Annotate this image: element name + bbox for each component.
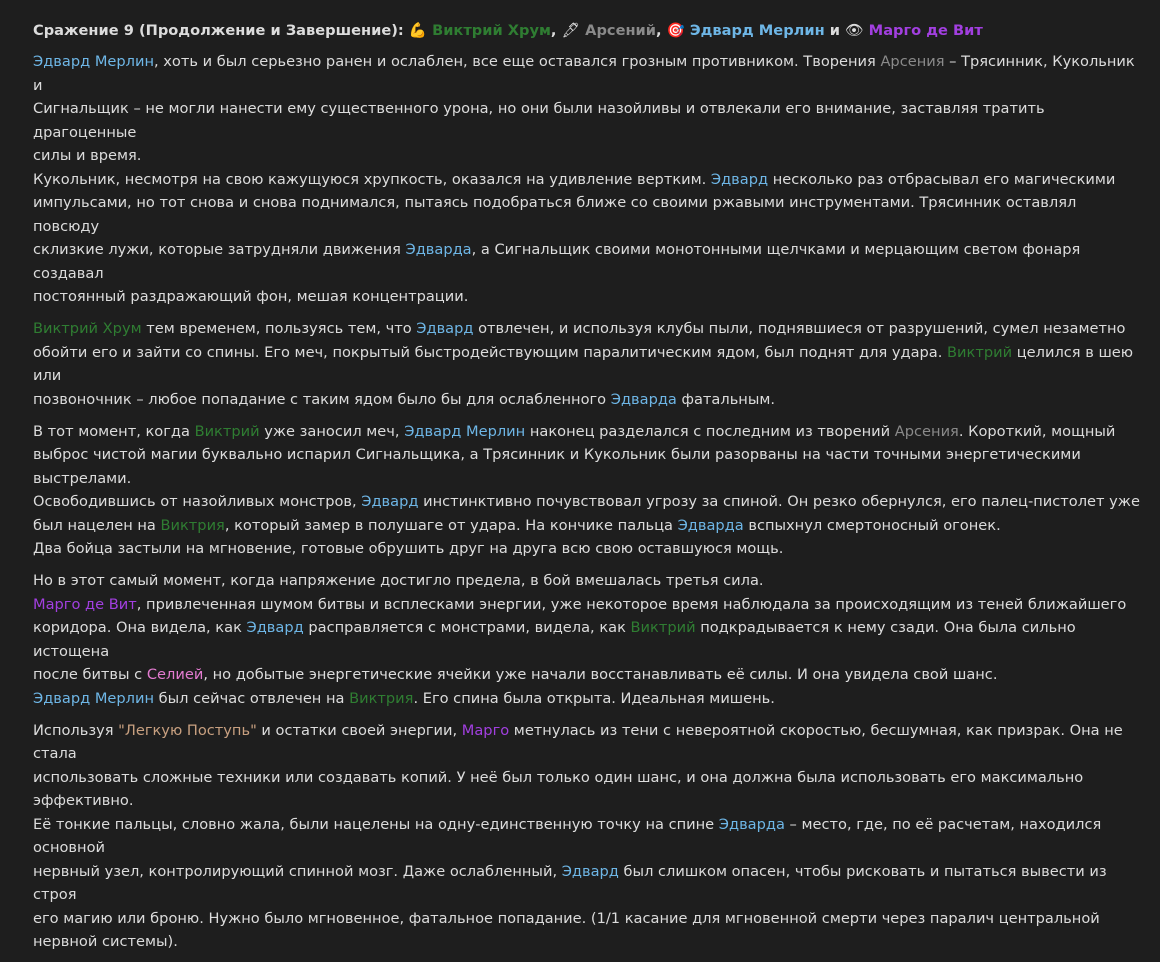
text-segment: после битвы с bbox=[33, 666, 147, 683]
flexed-biceps-icon: 💪 bbox=[408, 22, 427, 39]
text-segment: и остатки своей энергии, bbox=[256, 721, 462, 739]
text-segment: Используя bbox=[33, 721, 119, 739]
text-segment: наконец разделался с последним из творений bbox=[525, 422, 895, 440]
eye-icon: 👁 bbox=[845, 22, 864, 39]
text-segment: был сейчас отвлечен на bbox=[154, 689, 350, 707]
character-name: Эдвард bbox=[416, 320, 474, 337]
text-segment: метнулась из тени с невероятной скоростью, бесшумная, как призрак. Она не стала bbox=[33, 721, 1123, 762]
character-name: Виктрий Хрум bbox=[33, 320, 142, 337]
character-margo: Марго де Вит bbox=[868, 22, 983, 39]
text-line bbox=[33, 97, 1145, 144]
character-name: Марго bbox=[461, 721, 510, 739]
character-name: Эдвард Мерлин bbox=[33, 53, 155, 70]
text-line bbox=[33, 238, 1145, 285]
character-name: Селией bbox=[146, 666, 204, 683]
text-line bbox=[33, 443, 1145, 467]
text-segment: нервной системы). bbox=[33, 933, 178, 950]
text-segment: , хоть и был серьезно ранен и ослаблен, все еще оставался грозным противником. Творения bbox=[154, 53, 881, 70]
text-segment: расправляется с монстрами, видела, как bbox=[303, 619, 631, 636]
text-segment: подкрадывается к нему сзади. Она была сильно истощена bbox=[33, 619, 1076, 660]
text-segment: , который замер в полушаге от удара. На кончике пальца bbox=[224, 516, 678, 534]
character-arseniy: Арсений bbox=[585, 22, 656, 39]
text-line bbox=[33, 467, 1145, 491]
text-segment: , привлеченная шумом битвы и всплесками энергии, уже некоторое время наблюдала за происходящим из теней ближайшего bbox=[136, 595, 1127, 613]
technique-name: "Легкую Поступь" bbox=[118, 721, 257, 739]
text-segment: несколько раз отбрасывал его магическими bbox=[768, 170, 1116, 188]
text-line bbox=[33, 285, 1145, 309]
text-segment: , но добытые энергетические ячейки уже начали восстанавливать её силы. И она увидела свой шанс. bbox=[203, 666, 998, 683]
text-line bbox=[33, 537, 1145, 561]
character-name: Эдварда bbox=[405, 241, 472, 258]
text-line bbox=[33, 663, 1145, 687]
text-line bbox=[33, 930, 1145, 954]
battle-title bbox=[33, 19, 1145, 42]
text-segment: выброс чистой магии буквально испарил Сигнальщика, а Трясинник и Кукольник были разорваны на части точными энергетическими bbox=[33, 446, 1081, 463]
text-segment: уже заносил меч, bbox=[259, 422, 405, 440]
text-segment: нервный узел, контролирующий спинной мозг. Даже ослабленный, bbox=[33, 862, 562, 880]
character-name: Эдвард bbox=[361, 493, 419, 510]
text-segment: эффективно. bbox=[33, 792, 134, 809]
text-segment: отвлечен, и используя клубы пыли, поднявшиеся от разрушений, сумел незаметно bbox=[473, 320, 1126, 337]
text-segment: позвоночник – любое попадание с таким ядом было бы для ослабленного bbox=[33, 390, 611, 408]
text-segment: был слишком опасен, чтобы рисковать и пытаться вывести из строя bbox=[33, 862, 1107, 903]
character-name: Эдвард Мерлин bbox=[404, 422, 526, 440]
paragraph-4 bbox=[33, 569, 1145, 710]
text-segment: Освободившись от назойливых монстров, bbox=[33, 493, 362, 510]
text-line bbox=[33, 317, 1145, 341]
text-segment: силы и время. bbox=[33, 147, 142, 164]
title-separator: , bbox=[656, 22, 667, 39]
text-line bbox=[33, 593, 1145, 617]
paragraph-2 bbox=[33, 317, 1145, 411]
text-segment: обойти его и зайти со спины. Его меч, покрытый быстродействующим паралитическим ядом, был поднят для удара. bbox=[33, 343, 948, 361]
text-line bbox=[33, 789, 1145, 813]
text-segment: инстинктивно почувствовал угрозу за спиной. Он резко обернулся, его палец-пистолет уже bbox=[418, 493, 1140, 510]
text-segment: Её тонкие пальцы, словно жала, были нацелены на одну-единственную точку на спине bbox=[33, 815, 719, 833]
title-separator: , bbox=[550, 22, 562, 39]
text-segment: – место, где, по её расчетам, находился основной bbox=[33, 815, 1102, 856]
title-prefix: Сражение 9 (Продолжение и Завершение): bbox=[33, 22, 409, 39]
text-line bbox=[33, 168, 1145, 192]
character-name: Виктрий bbox=[194, 422, 260, 440]
text-line bbox=[33, 907, 1145, 931]
text-segment: вспыхнул смертоносный огонек. bbox=[743, 516, 1001, 534]
text-segment: Сигнальщик – не могли нанести ему существенного урона, но они были назойливы и отвлекали его внимание, заставляя тратить драгоценные bbox=[33, 100, 1045, 141]
text-segment: фатальным. bbox=[676, 390, 776, 408]
text-segment: тем временем, пользуясь тем, что bbox=[141, 320, 417, 337]
text-segment: Но в этот самый момент, когда напряжение достигло предела, в бой вмешалась третья сила. bbox=[33, 572, 764, 589]
character-name: Эдвард bbox=[246, 619, 304, 636]
text-line bbox=[33, 719, 1145, 766]
text-line bbox=[33, 514, 1145, 538]
text-line bbox=[33, 766, 1145, 790]
text-segment: целился в шею или bbox=[33, 343, 1134, 384]
character-name: Арсения bbox=[880, 53, 945, 70]
text-segment: – Трясинник, Кукольник и bbox=[33, 53, 1135, 94]
text-line bbox=[33, 191, 1145, 238]
text-line bbox=[33, 687, 1145, 711]
text-line bbox=[33, 50, 1145, 97]
text-segment: коридора. Она видела, как bbox=[33, 619, 247, 636]
chat-message bbox=[33, 19, 1145, 962]
character-name: Виктрия bbox=[160, 516, 225, 534]
text-segment: постоянный раздражающий фон, мешая концентрации. bbox=[33, 288, 469, 305]
text-line bbox=[33, 813, 1145, 860]
text-segment: , а Сигнальщик своими монотонными щелчками и мерцающим светом фонаря создавал bbox=[33, 241, 1081, 282]
character-name: Арсения bbox=[894, 422, 959, 440]
character-name: Эдвард bbox=[710, 170, 769, 188]
character-name: Виктрий bbox=[630, 619, 696, 636]
character-name: Эдварда bbox=[610, 390, 677, 408]
text-line bbox=[33, 490, 1145, 514]
character-name: Эдварда bbox=[718, 815, 785, 833]
text-line bbox=[33, 144, 1145, 168]
paragraph-3 bbox=[33, 420, 1145, 561]
text-segment: выстрелами. bbox=[33, 469, 132, 487]
text-segment: склизкие лужи, которые затрудняли движения bbox=[33, 241, 406, 258]
text-segment: . Его спина была открыта. Идеальная мишень. bbox=[413, 689, 775, 707]
text-line bbox=[33, 388, 1145, 412]
pen-icon: 🖋 bbox=[561, 22, 581, 39]
text-segment: был нацелен на bbox=[33, 516, 161, 534]
character-name: Марго де Вит bbox=[33, 595, 137, 613]
text-segment: его магию или броню. Нужно было мгновенное, фатальное попадание. (1/1 касание для мгновенной смерти через паралич центральной bbox=[33, 909, 1100, 927]
title-conjunction: и bbox=[824, 22, 846, 39]
text-segment: Два бойца застыли на мгновение, готовые обрушить друг на друга всю свою оставшуюся мощь. bbox=[33, 540, 784, 557]
text-segment: В тот момент, когда bbox=[33, 422, 195, 440]
character-name: Виктрий bbox=[947, 343, 1013, 361]
text-segment: использовать сложные техники или создавать копий. У неё был только один шанс, и она должна была использовать его максимально bbox=[33, 768, 1084, 786]
character-name: Эдвард Мерлин bbox=[33, 689, 155, 707]
character-name: Эдварда bbox=[677, 516, 744, 534]
text-line bbox=[33, 860, 1145, 907]
text-segment: Кукольник, несмотря на свою кажущуюся хрупкость, оказался на удивление вертким. bbox=[33, 170, 711, 188]
target-icon: 🎯 bbox=[666, 22, 685, 39]
text-line bbox=[33, 341, 1145, 388]
text-segment: . Короткий, мощный bbox=[958, 422, 1116, 440]
character-name: Эдвард bbox=[561, 862, 619, 880]
paragraph-1 bbox=[33, 50, 1145, 309]
text-line bbox=[33, 569, 1145, 593]
character-viktriy: Виктрий Хрум bbox=[432, 22, 551, 39]
text-line bbox=[33, 616, 1145, 663]
character-edvard: Эдвард Мерлин bbox=[689, 22, 825, 39]
text-line bbox=[33, 420, 1145, 444]
text-segment: импульсами, но тот снова и снова поднимался, пытаясь подобраться ближе со своими ржавыми инструментами. Трясинник оставлял повсюду bbox=[33, 194, 1077, 235]
character-name: Виктрия bbox=[349, 689, 414, 707]
